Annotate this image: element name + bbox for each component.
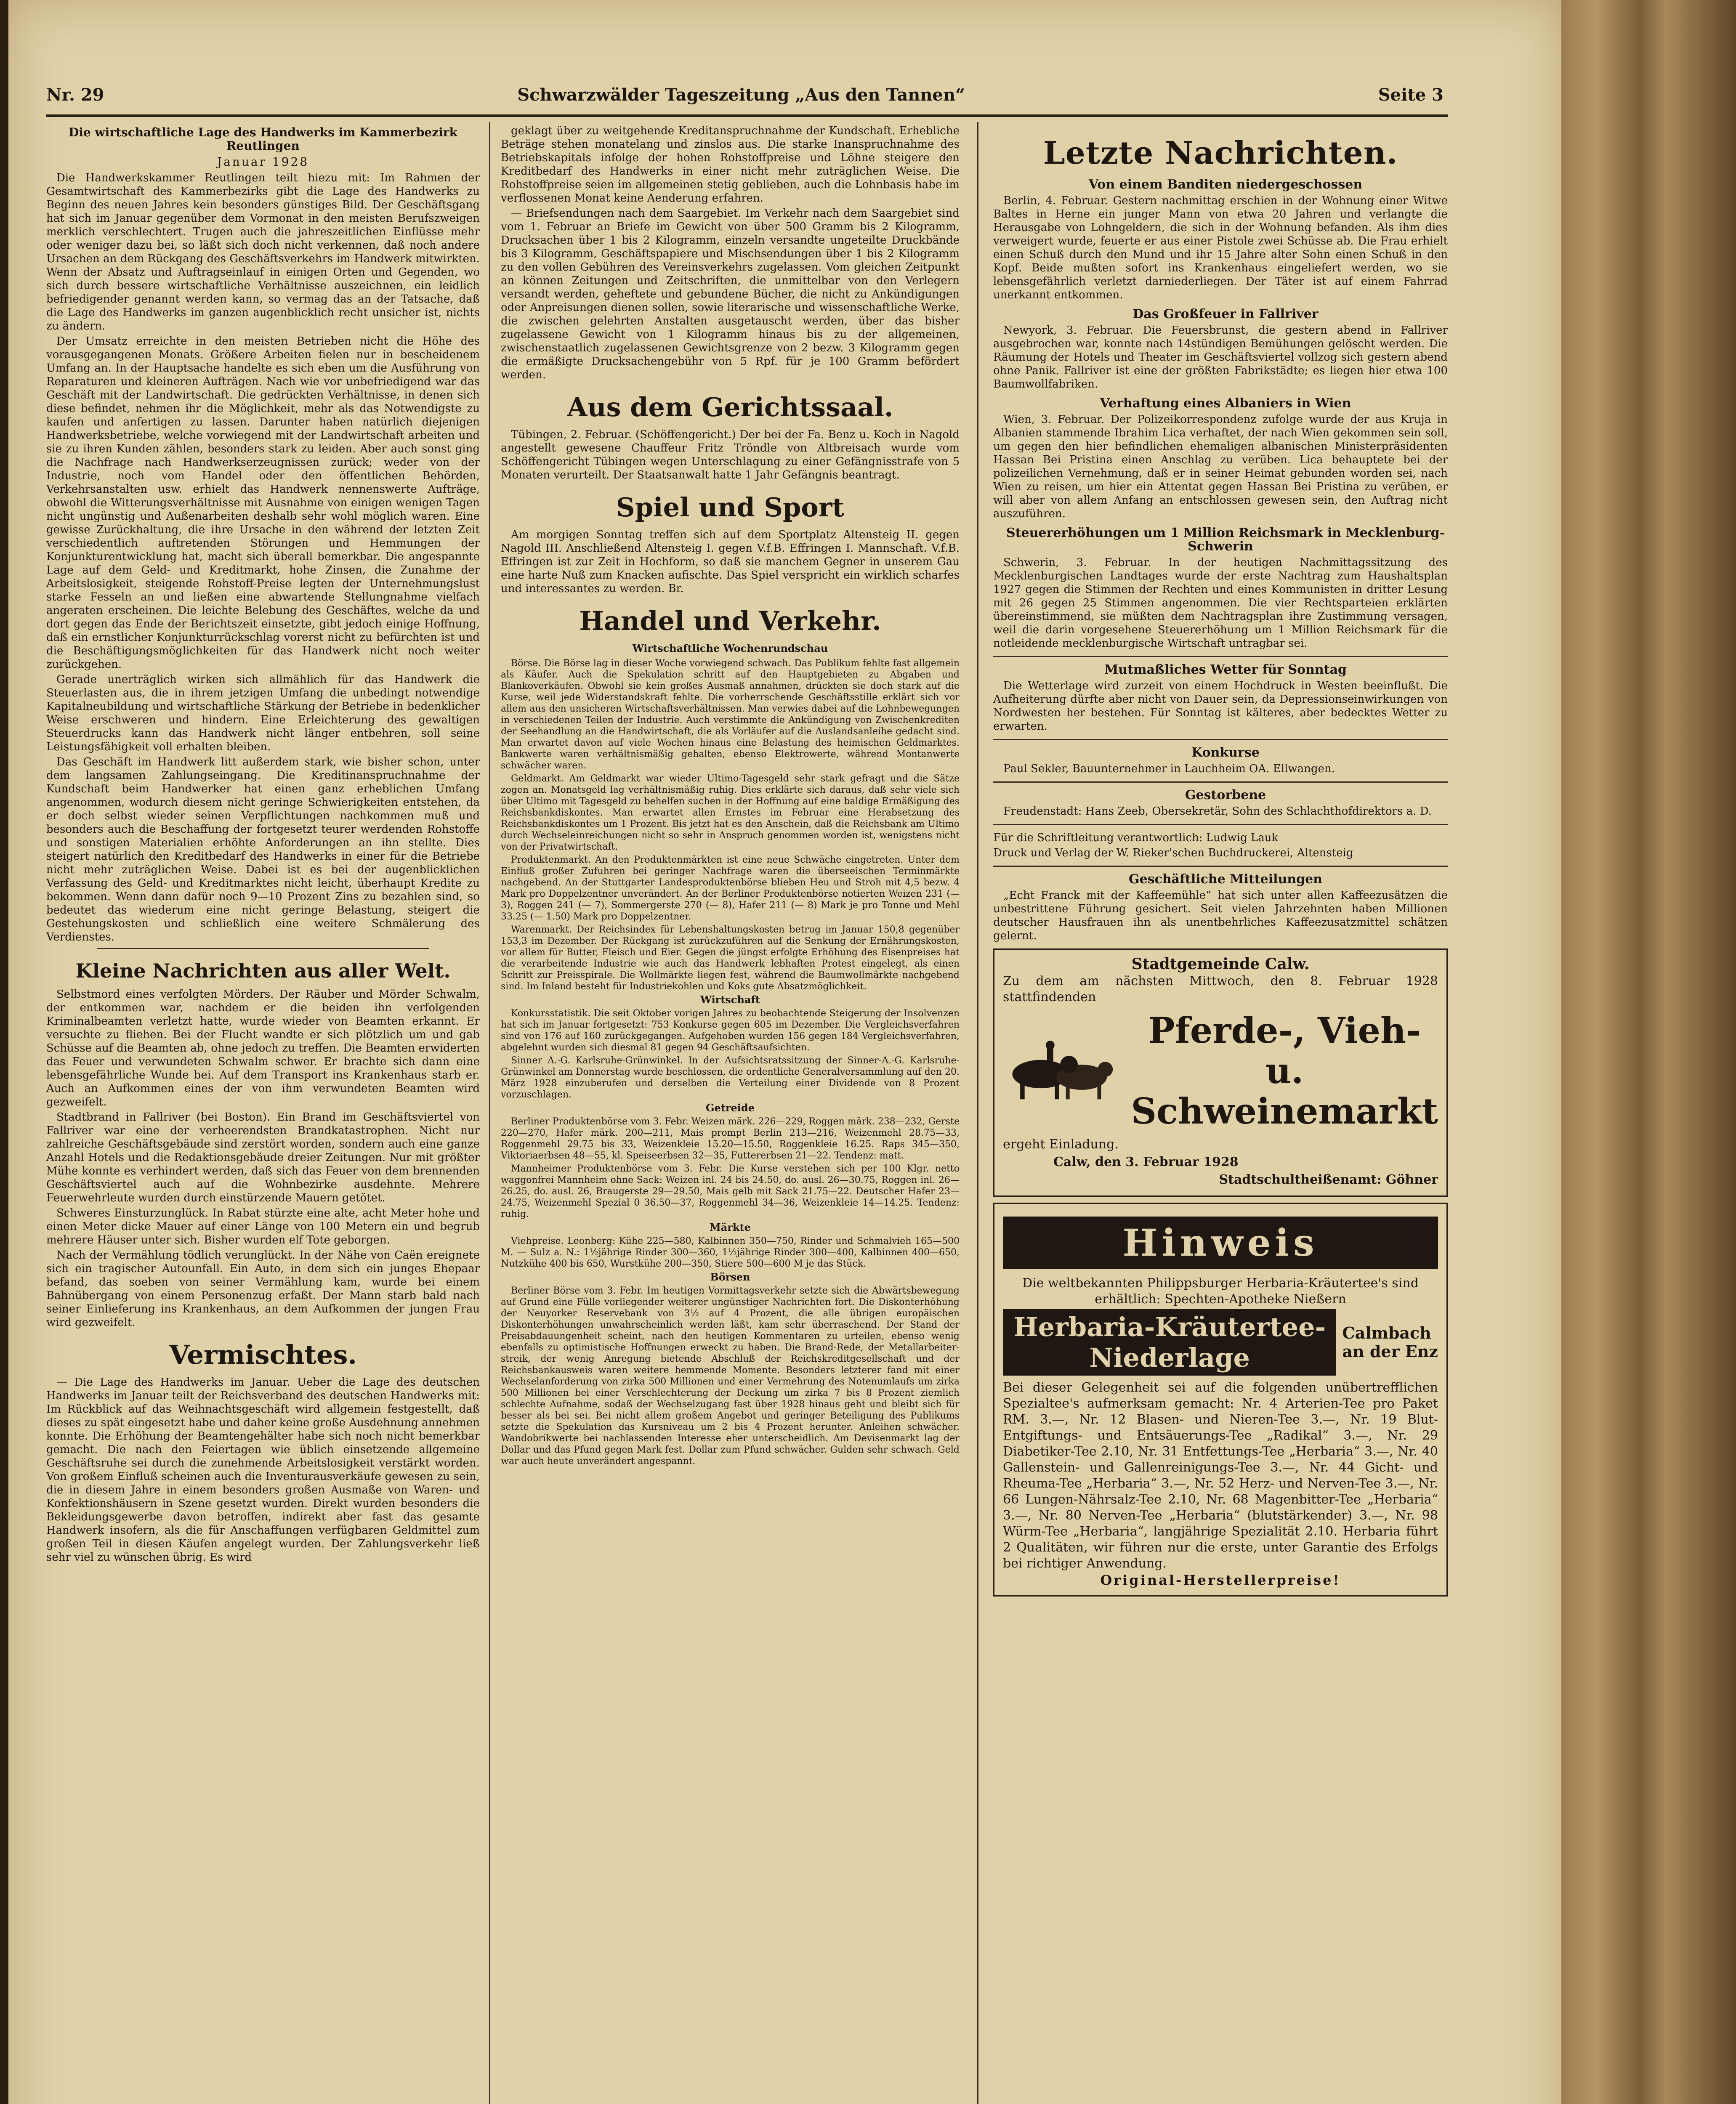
article-paragraph: Tübingen, 2. Februar. (Schöffengericht.) Der bei der Fa. Benz u. Koch in Nagold angestellt gewesene Chauffeur Fritz Tröndle von Altbreisach wurde vom Schöffengericht Tübingen wegen Unterschlagung zu einer Gefängnisstrafe von 5 Monaten verurteilt. Der Staatsanwalt hatte 1 Jahr Gefängnis beantragt. [501, 428, 960, 481]
ad-signature: Stadtschultheißenamt: Göhner [1219, 1172, 1438, 1187]
subsection-title: Wirtschaft [700, 994, 760, 1006]
header-rule [46, 114, 1448, 117]
news-paragraph: Berlin, 4. Februar. Gestern nachmittag erschien in der Wohnung einer Witwe Baltes in Herne ein junger Mann von etwa 20 Jahren und verlangte die Herausgabe von Lohngeldern, die sich in der Wohnung befanden. Als ihm dies verweigert wurde, feuerte er aus einer Pistole zwei Schüsse ab. Die Frau erhielt einen Schuß durch den Mund und ihr 15 Jahre alter Sohn einen Schuß in den Kopf. Beide mußten sofort ins Krankenhaus eingeliefert werden, wo sie lebensgefährlich verletzt darniederliegen. Der Täter ist auf einem Fahrrad unerkannt entkommen. [993, 194, 1448, 301]
news-headline: Konkurse [1191, 745, 1260, 760]
divider [993, 656, 1448, 657]
market-advertisement [993, 948, 1448, 1197]
issue-number: Nr. 29 [46, 85, 104, 105]
book-edge [1561, 0, 1736, 2104]
cattle-illustration-icon [1003, 1029, 1122, 1113]
subsection-title: Märkte [710, 1221, 751, 1233]
section-headline: Vermischtes. [169, 1339, 357, 1370]
article-date: Januar 1928 [217, 155, 309, 169]
newspaper-title: Schwarzwälder Tageszeitung „Aus den Tannen“ [517, 85, 965, 105]
article-paragraph: geklagt über zu weitgehende Kreditanspruchnahme der Kundschaft. Erhebliche Beträge stehen monatelang und zinslos aus. Die starke Inanspruchnahme des Betriebskapitals infolge der hohen Rohstoffpreise und Löhne steigere den Kreditbedarf des Handwerks in einer nicht mehr zuträglichen Weise. Die Rohstoffpreise seien im allgemeinen stetig geblieben, auch die Lohnbasis habe im verflossenen Monat keine Aenderung erfahren. [501, 125, 960, 205]
news-paragraph: Die Wetterlage wird zurzeit von einem Hochdruck in Westen beeinflußt. Die Aufheiterung dürfte aber nicht von Dauer sein, da Depressionseinwirkungen von Nordwesten her bestehen. Für Sonntag ist kälteres, aber bedecktes Wetter zu erwarten. [993, 680, 1448, 733]
section-headline: Handel und Verkehr. [579, 606, 881, 636]
column-1 [46, 124, 480, 1566]
news-headline: Das Großfeuer in Fallriver [1133, 307, 1319, 321]
subsection-title: Börsen [710, 1271, 750, 1283]
article-headline: Die wirtschaftliche Lage des Handwerks im Kammerbezirk Reutlingen [69, 125, 457, 153]
ad-line: Calw, den 3. Februar 1928 [1053, 1155, 1239, 1169]
imprint-line: Druck und Verlag der W. Rieker'schen Buchdruckerei, Altensteig [993, 847, 1353, 859]
article-paragraph: Schweres Einsturzunglück. In Rabat stürzte eine alte, acht Meter hohe und einen Meter dicke Mauer auf einer Länge von 100 Metern ein und begrub mehrere Häuser unter sich. Bisher wurden elf Tote geborgen. [46, 1207, 480, 1246]
section-headline: Kleine Nachrichten aus aller Welt. [75, 959, 451, 982]
divider [993, 739, 1448, 740]
tea-advertisement [993, 1203, 1448, 1597]
column-3 [993, 124, 1448, 1602]
article-paragraph: — Briefsendungen nach dem Saargebiet. Im Verkehr nach dem Saargebiet sind vom 1. Februar an Briefe im Gewicht von über 500 Gramm bis 2 Kilogramm, Drucksachen über 1 bis 2 Kilogramm, einzeln versandte ungeteilte Druckbände bis 3 Kilogramm, Geschäftspapiere und Mischsendungen über 1 bis 2 Kilogramm zu den vollen Gebühren des Vereinsverkehrs zugelassen. Vom gleichen Zeitpunkt an können Zeitungen und Zeitschriften, die unmittelbar von den Verlegern versandt werden, geheftete und gebundene Bücher, die nicht zu Ankündigungen oder Anpreisungen dienen sollen, sowie literarische und wissenschaftliche Werke, die zwischen gelehrten Anstalten ausgetauscht werden, über das bisher zugelassene Gewicht von 1 Kilogramm hinaus bis zu der allgemeinen, zwischenstaatlich zugelassenen Gewichtsgrenze von 2 bezw. 3 Kilogramm gegen die ermäßigte Drucksachengebühr von 5 Rpf. für je 100 Gramm befördert werden. [501, 207, 960, 381]
news-headline: Mutmaßliches Wetter für Sonntag [1104, 662, 1347, 677]
news-paragraph: Paul Sekler, Bauunternehmer in Lauchheim OA. Ellwangen. [1003, 762, 1335, 775]
section-headline: Aus dem Gerichtssaal. [567, 392, 893, 422]
ad-footer: Original-Herstellerpreise! [1100, 1572, 1341, 1588]
article-paragraph: Die Handwerkskammer Reutlingen teilt hiezu mit: Im Rahmen der Gesamtwirtschaft des Kammerbezirks gibt die Lage des Handwerks zu Beginn des neuen Jahres kein besonders günstiges Bild. Der Geschäftsgang hat sich im Januar gegenüber dem Vormonat in den meisten Berufszweigen merklich verschlechtert. Trugen auch die jahreszeitlichen Einflüsse mehr oder weniger dazu bei, so läßt sich doch nicht verkennen, daß noch andere Ursachen an dem Rückgang des Geschäftsverkehrs im Handwerk mitwirkten. Wenn der Absatz und Auftragseinlauf in einigen Orten und Gegenden, wo sich durch bessere wirtschaftliche Verhältnisse auszeichnen, ein leidlich befriedigender genannt werden kann, so vermag das an der Tatsache, daß die Lage des Handwerks im ganzen augenblicklich recht unsicher ist, nichts zu ändern. [46, 172, 480, 332]
divider [993, 824, 1448, 825]
market-paragraph: Geldmarkt. Am Geldmarkt war wieder Ultimo-Tagesgeld sehr stark gefragt und die Sätze zogen an. Monatsgeld lag verhältnismäßig ruhig. Dies erklärte sich daraus, daß sehr viele sich über Ultimo mit Tagesgeld zu behelfen suchen in der Hoffnung auf eine baldige Ermäßigung des Reichsbankdiskontes. Man erwartet allen Ernstes im Februar eine Herabsetzung des Reichsbankdiskontes um 1 Prozent. Bis jetzt hat es den Anschein, daß die Reichsbank am Ultimo durch Wechseleinreichungen nicht so sehr in Anspruch genommen worden ist, wenigstens nicht von der Privatwirtschaft. [501, 773, 960, 852]
article-paragraph: Gerade unerträglich wirken sich allmählich für das Handwerk die Steuerlasten aus, die in ihrem jetzigen Umfang die unbedingt notwendige Kapitalneubildung und wirtschaftliche Stärkung der Betriebe in bedenklicher Weise erschweren und hindern. Eine Erleichterung des gewaltigen Steuerdrucks kann das Handwerk nicht länger entbehren, soll seine Leistungsfähigkeit voll erhalten bleiben. [46, 673, 480, 753]
market-paragraph: Berliner Produktenbörse vom 3. Febr. Weizen märk. 226—229, Roggen märk. 238—232, Gerste 220—270, Hafer märk. 200—211, Mais prompt Berlin 213—216, Weizenmehl 28.75—33, Roggenmehl 29.75 bis 33, Weizenkleie 15.20—15.50, Roggenkleie 16.25. Raps 345—350, Viktoriaerbsen 48—55, kl. Speiseerbsen 32—35, Futtererbsen 21—22. Tendenz: matt. [501, 1116, 960, 1161]
page-number: Seite 3 [1378, 85, 1444, 105]
news-paragraph: Wien, 3. Februar. Der Polizeikorrespondenz zufolge wurde der aus Kruja in Albanien stammende Ibrahim Lica verhaftet, der nach Wien gekommen sein soll, um gegen den hier befindlichen ehemaligen albanischen Ministerpräsidenten Hassan Bei Pristina einen Anschlag zu verüben. Lica behauptete bei der polizeilichen Vernehmung, daß er in seiner Heimat gebunden worden sei, nach Wien zu reisen, um hier ein Attentat gegen Hassan Bei Pristina zu verüben, er will aber von allem Anfang an entschlossen gewesen sein, den Auftrag nicht auszuführen. [993, 413, 1448, 520]
ad-headline: u. Schweinemarkt [1131, 1050, 1438, 1132]
market-paragraph: Berliner Börse vom 3. Febr. Im heutigen Vormittagsverkehr setzte sich die Abwärtsbewegung auf Grund eine Fülle vorliegender weiterer ungünstiger Nachrichten fort. Die Diskonterhöhung der Neuyorker Reservebank von 3½ auf 4 Prozent, die alle übrigen europäischen Diskonterhöhungen unwahrscheinlich werden läßt, kam sehr überraschend. Der Stand der Preisabdauungenheit scheint, nach den heutigen Kommentaren zu urteilen, ebenso wenig ebenfalls zu optimistische Hoffnungen erweckt zu haben. Die Brand-Rede, der Metallarbeiter-streik, der wenig Anregung bietende Abschluß der Reichskreditgesellschaft und der Reichsbankausweis waren weitere hemmende Momente. Besonders letzterer fand mit einer Wechselanforderung von zirka 500 Millionen und einer Vermehrung des Notenumlaufs um zirka 500 Millionen bei einer Verschlechterung der Deckung um zirka 7 bis 8 Prozent ziemlich schlechte Aufnahme, sodaß der Wechselzugang fast über 1928 hinaus geht und bleibt sich für besser als bei sei. Bei nicht allem großem Angebot und geringer Beteiligung des Publikums setzte die Spekulation das Kursniveau um 2 bis 4 Prozent herunter. Anleihen schwächer. Wandobrikwerte bei nachlassenden Interesse eher unterscheidlich. Am Devisenmarkt lag der Dollar und das Pfund gegen Mark fest. Dollar zum Pfund schwächer. Gulden sehr schwach. Geld war auch heute unverändert angespannt. [501, 1286, 960, 1466]
news-headline: Geschäftliche Mitteilungen [1129, 872, 1322, 887]
market-paragraph: Produktenmarkt. An den Produktenmärkten ist eine neue Schwäche eingetreten. Unter dem Einfluß großer Zufuhren bei geringer Nachfrage waren die überseeischen Terminmärkte nachgebend. An der Stuttgarter Landesproduktenbörse blieben Heu und Stroh mit 4,5 bezw. 4 Mark pro Doppelzentner unverändert. An der Berliner Produktenbörse notierten Weizen 231 (— 3), Roggen 241 (— 7), Sommergerste 270 (— 8), Hafer 211 (— 8) Mark je pro Tonne und Mehl 33.25 (— 1.50) Mark pro Doppelzentner. [501, 855, 960, 922]
column-rule [489, 122, 490, 2104]
ad-title: Stadtgemeinde Calw. [1131, 955, 1310, 973]
ad-headline: Pferde-, Vieh- [1148, 1009, 1421, 1051]
divider [993, 866, 1448, 867]
divider [97, 948, 429, 949]
news-paragraph: „Echt Franck mit der Kaffeemühle“ hat sich unter allen Kaffeezusätzen die unbestrittene Führung gesichert. Seit vielen Jahrzehnten haben Millionen deutscher Hausfrauen ihn als unentbehrliches Kaffeezusatzmittel schätzen gelernt. [993, 889, 1448, 942]
column-rule [977, 122, 978, 2104]
news-paragraph: Freudenstadt: Hans Zeeb, Obersekretär, Sohn des Schlachthofdirektors a. D. [1003, 805, 1432, 818]
news-headline: Steuererhöhungen um 1 Million Reichsmark in Mecklenburg-Schwerin [1006, 526, 1445, 554]
ad-title: Hinweis [1003, 1217, 1438, 1269]
news-paragraph: Newyork, 3. Februar. Die Feuersbrunst, die gestern abend in Fallriver ausgebrochen war, konnte nach 14stündigen Bemühungen gelöscht werden. Die Räumung der Hotels und Theater im Geschäftsviertel vollzog sich gestern abend ohne Panik. Fallriver ist eine der größten Fabrikstädte; es liegen hier etwa 100 Baumwollfabriken. [993, 324, 1448, 391]
article-paragraph: Nach der Vermählung tödlich verunglückt. In der Nähe von Caën ereignete sich ein tragischer Autounfall. Ein Auto, in dem sich ein junges Ehepaar befand, das soeben von seiner Vermählung kam, wurde bei einem Bahnübergang von einem Personenzug erfaßt. Der Mann starb bald nach seiner Einlieferung ins Krankenhaus, an dem Aufkommen der jungen Frau wird gezweifelt. [46, 1249, 480, 1329]
masthead [46, 80, 1444, 109]
ad-line: Die weltbekannten Philippsburger Herbaria-Kräutertee's sind erhältlich: Spechten-Apotheke Nießern [1022, 1276, 1419, 1307]
market-paragraph: Börse. Die Börse lag in dieser Woche vorwiegend schwach. Das Publikum fehlte fast allgemein als Käufer. Auch die Spekulation schritt auf den Hauptgebieten zu Abgaben und Blankoverkäufen. Obwohl sie kein großes Ausmaß annahmen, drückten sie doch stark auf die Kurse, weil jede Widerstandskraft fehlte. Die vorherrschende Geschäftsstille erklärt sich vor allem aus den unsicheren Wirtschaftsverhältnissen. Man verwies dabei auf die Lohnbewegungen in verschiedenen Teilen der Industrie. Auch verstimmte die Ankündigung von Zwischenkrediten der Seehandlung an die Handwirtschaft, die als Vorläufer auf die Auslandsanleihe gedacht sind. Man erwartet davon auf viele Wochen hinaus eine Belastung des heimischen Geldmarktes. Bankwerte waren verhältnismäßig gehalten, ebenso Elektrowerte, während Montanwerte schwächer waren. [501, 658, 960, 771]
market-paragraph: Viehpreise. Leonberg: Kühe 225—580, Kalbinnen 350—750, Rinder und Schmalvieh 165—500 M. — Sulz a. N.: 1½jährige Rinder 300—360, 1½jährige Rinder 300—400, Kalbinnen 400—650, Nutzkühe 400 bis 650, Wurstkühe 200—350, Stiere 500—600 M je das Stück. [501, 1236, 960, 1269]
article-paragraph: Der Umsatz erreichte in den meisten Betrieben nicht die Höhe des vorausgegangenen Monats. Größere Arbeiten fielen nur in bescheidenem Umfang an. In der Hauptsache handelte es sich eben um die Ausführung von Reparaturen und kleineren Aufträgen. Nach wie vor unbefriedigend war das Geschäft mit der Landwirtschaft. Die gedrückten Verhältnisse, in denen sich diese befindet, nehmen ihr die Möglichkeit, mehr als das Notwendigste zu kaufen und anfertigen zu lassen. Darunter haben natürlich diejenigen Handwerksbetriebe, welche vorwiegend mit der Landwirtschaft arbeiten und sie zu ihren Kunden zählen, besonders stark zu leiden. Aber auch sonst ging die Nachfrage nach Handwerkserzeugnissen zurück; weder von der Industrie, noch vom Handel oder den öffentlichen Behörden, Verkehrsanstalten usw. erhielt das Handwerk nennenswerte Aufträge, obwohl die Witterungsverhältnisse mit Ausnahme von einigen wenigen Tagen nicht ungünstig und Außenarbeiten deshalb sehr wohl möglich waren. Eine gewisse Zurückhaltung, die ihre Ursache in den während der letzten Zeit verschiedentlich auftretenden Störungen und Hemmungen der Konjunkturentwicklung hat, macht sich überall bemerkbar. Die angespannte Lage auf dem Geld- und Kreditmarkt, hohe Zinsen, die Zunahme der Arbeitslosigkeit, steigende Rohstoff-Preise legten der Unternehmungslust starke Fesseln an und ließen eine abwartende Stellungnahme vielfach angeraten erscheinen. Die leichte Belebung des Geschäftes, welche da und dort gegen das Ende der Berichtszeit einsetzte, gibt jedoch einige Hoffnung, daß ein ernstlicher Konjunkturrückschlag vorerst nicht zu befürchten ist und die Beschäftigungsmöglichkeiten für das Handwerk nicht noch weiter zurückgehen. [46, 335, 480, 671]
ad-headline: Herbaria-Kräutertee-Niederlage [1003, 1309, 1336, 1376]
news-paragraph: Schwerin, 3. Februar. In der heutigen Nachmittagssitzung des Mecklenburgischen Landtages wurde der erste Nachtrag zum Haushaltsplan 1927 gegen die Stimmen der Rechten und eines Kommunisten in dritter Lesung mit 26 gegen 25 Stimmen angenommen. Die vier Rechtsparteien erklärten übereinstimmend, sie müßten dem Nachtragsplan ihre Zustimmung versagen, weil die darin vorgesehene Steuererhöhung um 1 Million Reichsmark für die notleidende mecklenburgische Wirtschaft untragbar sei. [993, 556, 1448, 650]
subsection-title: Getreide [706, 1102, 755, 1114]
section-headline: Letzte Nachrichten. [1043, 135, 1398, 171]
subsection-title: Wirtschaftliche Wochenrundschau [632, 642, 828, 654]
article-paragraph: Das Geschäft im Handwerk litt außerdem stark, wie bisher schon, unter dem langsamen Zahlungseingang. Die Kreditinanspruchnahme der Kundschaft beim Handwerker hat einen ganz erheblichen Umfang angenommen, wodurch diesem nicht geringe Schwierigkeiten entstehen, da er doch selbst wieder seinen Verpflichtungen nachkommen muß und besonders auch die Beschaffung der fortgesetzt teurer werdenden Rohstoffe und sonstigen Materialien erhöhte Anforderungen an ihn stellte. Dies steigert natürlich den Kreditbedarf des Handwerks in einer für die Betriebe nicht mehr zuträglichen Weise. Dabei ist es bei der augenblicklichen Verfassung des Geld- und Kreditmarktes nicht leicht, überhaupt Kredite zu bekommen. Wenn dann dafür noch 9—10 Prozent Zins zu bezahlen sind, so bedeutet das wiederum eine nicht geringe Belastung, steigert die Gestehungskosten und schließlich eine weitere Schmälerung des Verdienstes. [46, 756, 480, 943]
section-headline: Spiel und Sport [616, 492, 845, 523]
article-paragraph: Stadtbrand in Fallriver (bei Boston). Ein Brand im Geschäftsviertel von Fallriver war eine der verheerendsten Brandkatastrophen. Nicht nur zahlreiche Geschäftsgebäude sind zerstört worden, sondern auch eine ganze Anzahl Hotels und die Redaktionsgebäude dreier Zeitungen. Nur mit größter Mühe konnte es verhindert werden, daß sich das Feuer von dem brennenden Geschäftsviertel auch auf die Wohnbezirke ausdehnte. Mehrere Feuerwehrleute wurden durch einstürzende Mauern getötet. [46, 1111, 480, 1204]
ad-line: ergeht Einladung. [1003, 1137, 1119, 1152]
news-headline: Von einem Banditen niedergeschossen [1088, 177, 1363, 192]
ad-location: Calmbach [1342, 1323, 1431, 1342]
imprint-line: Für die Schriftleitung verantwortlich: Ludwig Lauk [993, 832, 1279, 844]
ad-body: Bei dieser Gelegenheit sei auf die folgenden unübertrefflichen Spezialtee's aufmerksam gemacht: Nr. 4 Arterien-Tee pro Paket RM. 3.—, Nr. 12 Blasen- und Nieren-Tee 3.—, Nr. 19 Blut-Entgiftungs- und Entsäuerungs-Tee „Radikal“ 3.—, Nr. 29 Diabetiker-Tee 2.10, Nr. 31 Entfettungs-Tee „Herbaria“ 3.—, Nr. 40 Gallenstein- und Gallenreinigungs-Tee 3.—, Nr. 44 Gicht- und Rheuma-Tee „Herbaria“ 3.—, Nr. 52 Herz- und Nerven-Tee 3.—, Nr. 66 Lungen-Nährsalz-Tee 2.10, Nr. 68 Magenbitter-Tee „Herbaria“ 3.—, Nr. 80 Nerven-Tee „Herbaria“ (blutstärkender) 3.—, Nr. 98 Würm-Tee „Herbaria“, langjährige Spezialität 2.10. Herbaria führt 2 Qualitäten, wir führen nur die erste, unter Garantie des Erfolgs bei richtiger Anwendung. [1003, 1380, 1438, 1571]
market-paragraph: Warenmarkt. Der Reichsindex für Lebenshaltungskosten betrug im Januar 150,8 gegenüber 153,3 im Dezember. Der Rückgang ist zurückzuführen auf die Senkung der Ernährungskosten, vor allem für Butter, Fleisch und Eier. Gegen die jüngst erfolgte Erhöhung des Eisenpreises hat die verarbeitende Industrie wie auch das Handwerk lebhaften Protest eingelegt, als einen Schritt zur Preisspirale. Die Wollmärkte liegen fest, während die Baumwollmärkte nachgebend sind. Im Inland besteht für Industriekohlen und Koks gute Absatzmöglichkeit. [501, 924, 960, 992]
column-2 [501, 124, 960, 1469]
divider [993, 781, 1448, 783]
market-paragraph: Sinner A.-G. Karlsruhe-Grünwinkel. In der Aufsichtsratssitzung der Sinner-A.-G. Karlsruhe-Grünwinkel am Donnerstag wurde beschlossen, die ordentliche Generalversammlung auf den 20. März 1928 einzuberufen und derselben die Verteilung einer Dividende von 8 Prozent vorzuschlagen. [501, 1055, 960, 1100]
article-paragraph: — Die Lage des Handwerks im Januar. Ueber die Lage des deutschen Handwerks im Januar teilt der Reichsverband des deutschen Handwerks mit: Im Rückblick auf das Weihnachtsgeschäft wird allgemein festgestellt, daß dieses zu spät eingesetzt habe und daher keine große Ausdehnung annehmen konnte. Die Erhöhung der Beamtengehälter habe sich noch nicht bemerkbar gemacht. Die nach den Feiertagen wie üblich einsetzende allgemeine Geschäftsruhe sei durch die zunehmende Arbeitslosigkeit verstärkt worden. Von großem Einfluß scheinen auch die Inventurausverkäufe gewesen zu sein, die in diesem Jahre in einem besonders großen Ausmaße von Waren- und Konfektionshäusern in Szene gesetzt wurden. Direkt wurden besonders die Bekleidungsgewerbe davon betroffen, indirekt aber fast das gesamte Handwerk insofern, als die für Anschaffungen verfügbaren Geldmittel zum großen Teil in diesen Käufen angelegt wurden. Der Zahlungsverkehr ließ sehr viel zu wünschen übrig. Es wird [46, 1376, 480, 1564]
article-paragraph: Am morgigen Sonntag treffen sich auf dem Sportplatz Altensteig II. gegen Nagold III. Anschließend Altensteig I. gegen V.f.B. Effringen I. Mannschaft. V.f.B. Effringen ist zur Zeit in Hochform, so daß sie manchem Gegner in unserem Gau eine harte Nuß zum Knacken aufischte. Das Spiel verspricht ein wirklich scharfes und interessantes zu werden. Br. [501, 529, 960, 595]
market-paragraph: Konkursstatistik. Die seit Oktober vorigen Jahres zu beobachtende Steigerung der Insolvenzen hat sich im Januar fortgesetzt: 753 Konkurse gegen 605 im Dezember. Die Vergleichsverfahren sind von 176 auf 160 zurückgegangen. Aufgehoben wurden 156 gegen 184 Vergleichsverfahren, abgelehnt wurden sich diesmal 81 gegen 94 Geschäftsaufsichten. [501, 1008, 960, 1053]
news-headline: Gestorbene [1185, 788, 1266, 802]
article-paragraph: Selbstmord eines verfolgten Mörders. Der Räuber und Mörder Schwalm, der entkommen war, nachdem er die beiden ihn verfolgenden Kriminalbeamten verletzt hatte, wurde wieder von Beamten erkannt. Er versuchte zu fliehen. Bei der Flucht wandte er sich plötzlich um und gab Schüsse auf die Beamten ab, ohne jedoch zu treffen. Die Beamten erwiderten das Feuer und verwundeten Schwalm schwer. Er brachte sich dann eine lebensgefährliche Wunde bei. Auf dem Transport ins Krankenhaus starb er. Auch an Aufkommen eines der von ihm verwundeten Beamten wird gezweifelt. [46, 988, 480, 1108]
news-headline: Verhaftung eines Albaniers in Wien [1100, 396, 1351, 411]
ad-location-sub: an der Enz [1342, 1342, 1438, 1361]
market-paragraph: Mannheimer Produktenbörse vom 3. Febr. Die Kurse verstehen sich per 100 Klgr. netto waggonfrei Mannheim ohne Sack: Weizen inl. 24 bis 24.50, do. ausl. 26—30.75, Roggen inl. 26—26.25, do. ausl. 26, Braugerste 29—29.50, Mais gelb mit Sack 21.75—22. Deutscher Hafer 23—24.75, Weizenmehl Spezial 0 36.50—37, Roggenmehl 34—36, Weizenkleie 14—14.25. Tendenz: ruhig. [501, 1164, 960, 1219]
ad-line: Zu dem am nächsten Mittwoch, den 8. Februar 1928 stattfindenden [1003, 974, 1438, 1004]
